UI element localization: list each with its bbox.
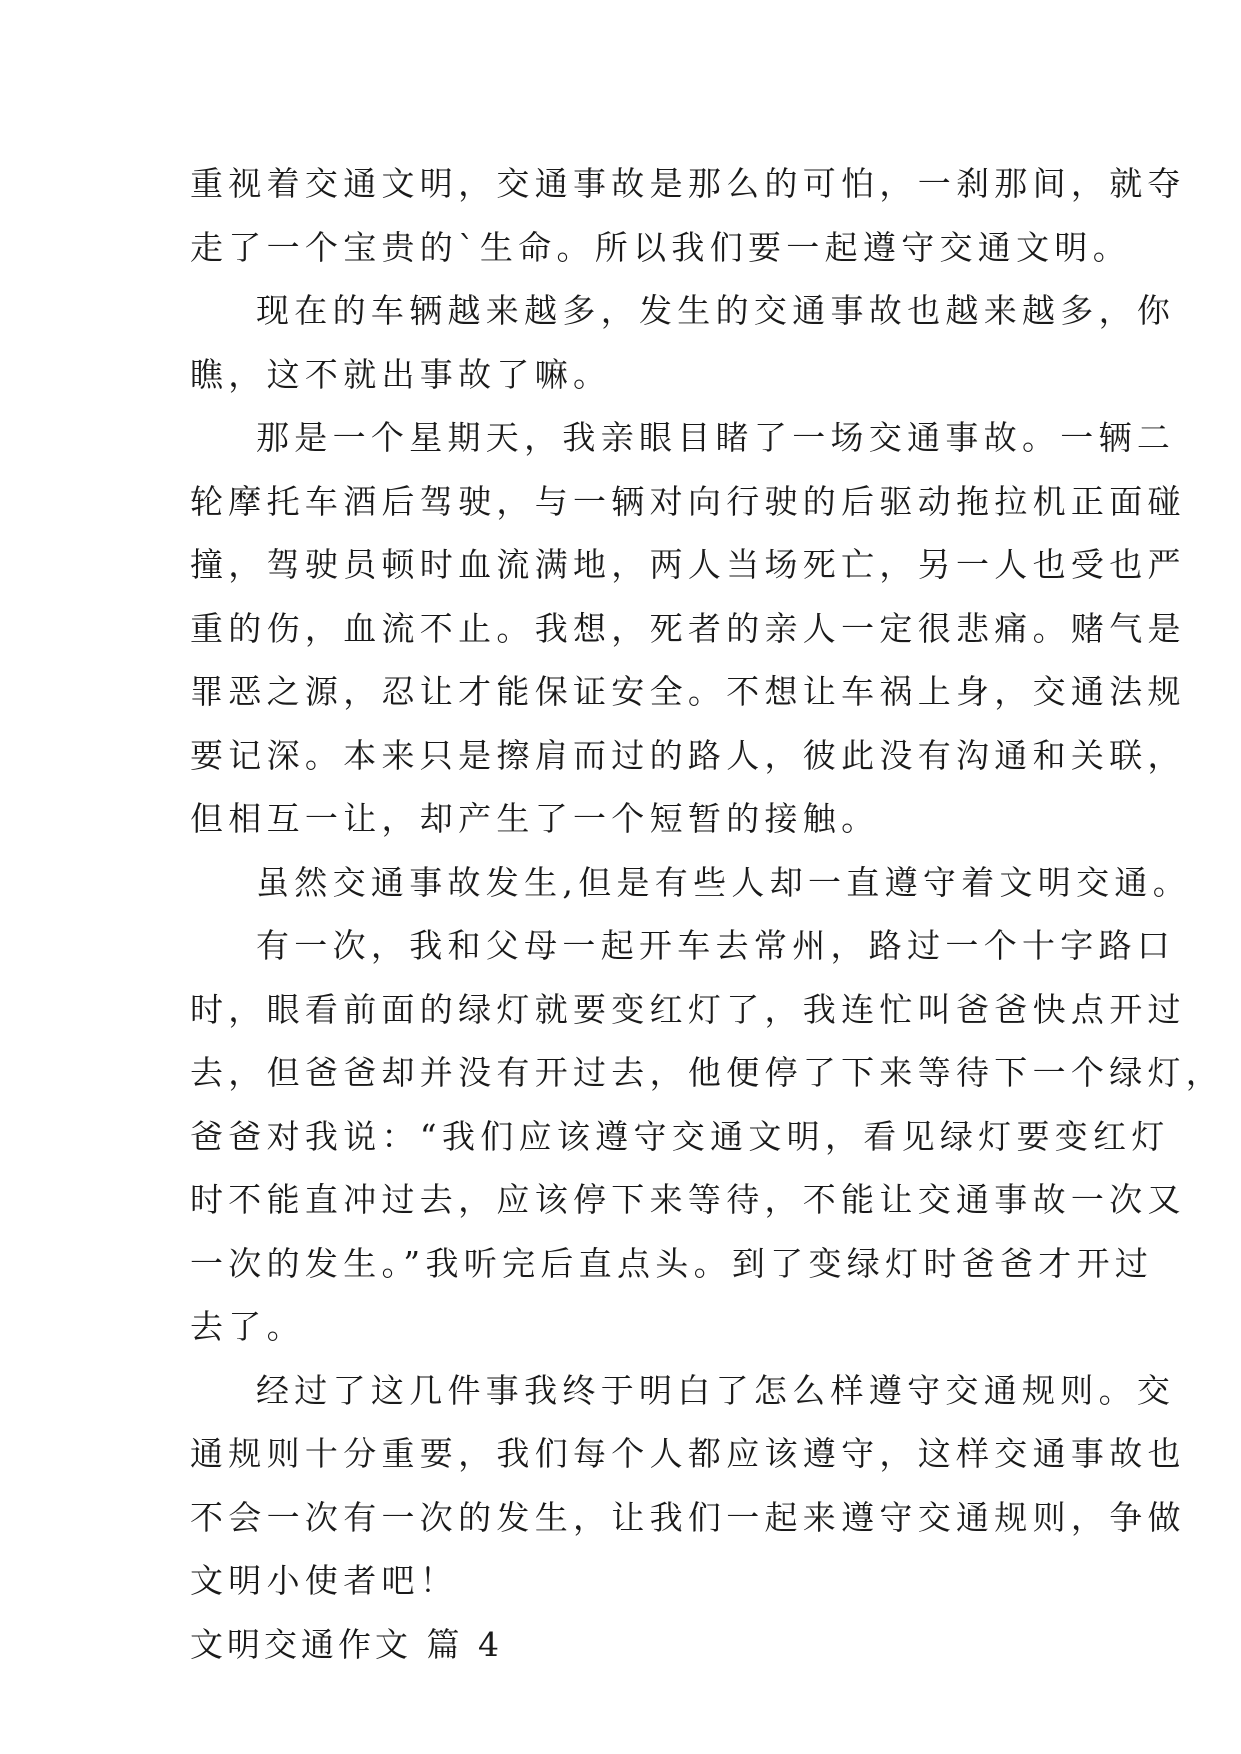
text-line: 通规则十分重要，我们每个人都应该遵守，这样交通事故也 — [190, 1434, 1186, 1473]
text-line: 轮摩托车酒后驾驶，与一辆对向行驶的后驱动拖拉机正面碰 — [190, 481, 1186, 521]
paragraph-start-line: 经过了这几件事我终于明白了怎么样遵守交通规则。交 — [256, 1370, 1176, 1410]
text-line: 不会一次有一次的发生，让我们一起来遵守交通规则，争做 — [190, 1497, 1186, 1537]
text-line: 走了一个宝贵的`生命。所以我们要一起遵守交通文明。 — [190, 227, 1131, 267]
text-line: 但相互一让，却产生了一个短暂的接触。 — [190, 799, 880, 838]
text-line: 去，但爸爸却并没有开过去，他便停了下来等待下一个绿灯， — [190, 1053, 1225, 1092]
text-line: 一次的发生。”我听完后直点头。到了变绿灯时爸爸才开过 — [190, 1243, 1154, 1283]
paragraph-start-line: 现在的车辆越来越多，发生的交通事故也越来越多，你 — [256, 291, 1176, 330]
document-body — [190, 152, 1225, 1676]
text-line: 去了。 — [190, 1307, 305, 1346]
text-line: 重的伤，血流不止。我想，死者的亲人一定很悲痛。赌气是 — [190, 608, 1186, 648]
text-line: 罪恶之源，忍让才能保证安全。不想让车祸上身，交通法规 — [190, 672, 1186, 711]
text-line: 时，眼看前面的绿灯就要变红灯了，我连忙叫爸爸快点开过 — [190, 989, 1186, 1029]
section-heading: 文明交通作文 篇 4 — [190, 1624, 503, 1664]
paragraph-start-line: 虽然交通事故发生,但是有些人却一直遵守着文明交通。 — [256, 862, 1191, 902]
text-line: 撞，驾驶员顿时血流满地，两人当场死亡，另一人也受也严 — [190, 545, 1186, 584]
paragraph-start-line: 有一次，我和父母一起开车去常州，路过一个十字路口 — [256, 926, 1176, 965]
paragraph-start-line: 那是一个星期天，我亲眼目睹了一场交通事故。一辆二 — [256, 418, 1176, 457]
text-line: 时不能直冲过去，应该停下来等待，不能让交通事故一次又 — [190, 1180, 1186, 1219]
text-line: 爸爸对我说：“我们应该遵守交通文明，看见绿灯要变红灯 — [190, 1116, 1170, 1156]
text-line: 要记深。本来只是擦肩而过的路人，彼此没有沟通和关联， — [190, 735, 1186, 775]
text-line: 瞧，这不就出事故了嘛。 — [190, 354, 612, 394]
text-line: 重视着交通文明，交通事故是那么的可怕，一刹那间，就夺 — [190, 164, 1186, 203]
text-line: 文明小使者吧！ — [190, 1561, 459, 1600]
